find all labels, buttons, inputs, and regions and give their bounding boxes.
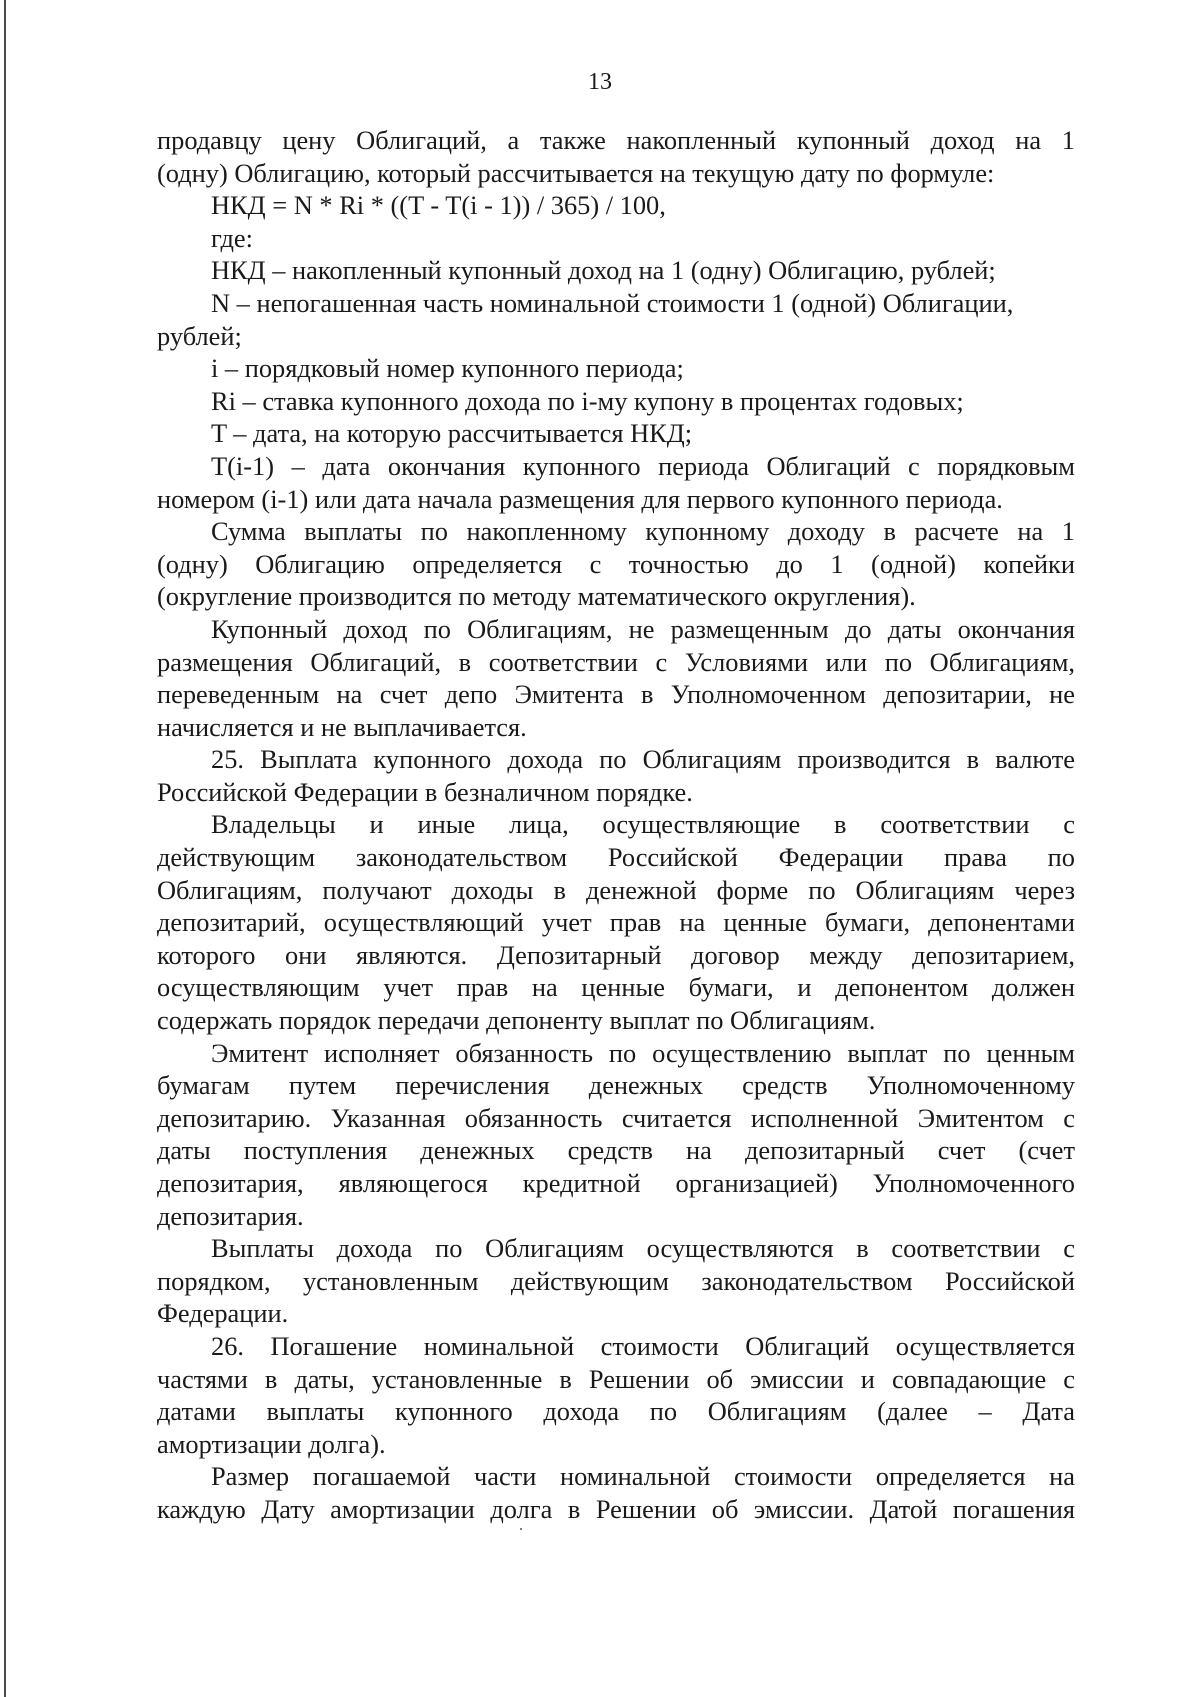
text-line: порядком, установленным действующим законодательством Российской xyxy=(157,1265,1075,1296)
paragraph-start: 26. Погашение номинальной стоимости Облигаций осуществляется xyxy=(211,1330,1075,1361)
text-line: размещения Облигаций, в соответствии с Условиями или по Облигациям, xyxy=(157,646,1075,677)
paragraph-start: Купонный доход по Облигациям, не размещенным до даты окончания xyxy=(211,613,1075,644)
text-line: каждую Дату амортизации долга в Решении об эмиссии. Датой погашения xyxy=(157,1493,1075,1524)
definition-line: T(i-1) – дата окончания купонного периода Облигаций с порядковым xyxy=(211,450,1075,481)
page-number: 13 xyxy=(588,69,612,95)
text-line: депозитарий, осуществляющий учет прав на ценные бумаги, депонентами xyxy=(157,907,1075,938)
definition-line: T – дата, на которую рассчитывается НКД; xyxy=(211,418,693,449)
text-line: Российской Федерации в безналичном порядке. xyxy=(157,776,693,807)
text-line: осуществляющим учет прав на ценные бумаги, и депонентом должен xyxy=(157,972,1075,1003)
definition-line: i – порядковый номер купонного периода; xyxy=(211,353,684,384)
scan-speck xyxy=(520,1528,522,1530)
text-line: бумагам путем перечисления денежных средств Уполномоченному xyxy=(157,1070,1075,1101)
scan-edge-line xyxy=(4,0,6,1697)
text-line: датами выплаты купонного дохода по Облигациям (далее – Дата xyxy=(157,1396,1075,1427)
text-line: (одну) Облигацию определяется с точностью до 1 (одной) копейки xyxy=(157,548,1075,579)
definition-line: НКД – накопленный купонный доход на 1 (одну) Облигацию, рублей; xyxy=(211,255,996,286)
text-line: Облигациям, получают доходы в денежной форме по Облигациям через xyxy=(157,874,1075,905)
text-line: рублей; xyxy=(157,320,242,351)
text-line: (одну) Облигацию, который рассчитывается на текущую дату по формуле: xyxy=(157,157,995,188)
text-line: которого они являются. Депозитарный договор между депозитарием, xyxy=(157,939,1075,970)
paragraph-start: Эмитент исполняет обязанность по осуществлению выплат по ценным xyxy=(211,1037,1075,1068)
text-line: переведенным на счет депо Эмитента в Уполномоченном депозитарии, не xyxy=(157,679,1075,710)
text-line: даты поступления денежных средств на депозитарный счет (счет xyxy=(157,1135,1075,1166)
document-body xyxy=(157,124,1075,1526)
definition-line: Ri – ставка купонного дохода по i-му купону в процентах годовых; xyxy=(211,385,964,416)
text-line: номером (i-1) или дата начала размещения для первого купонного периода. xyxy=(157,483,1003,514)
text-line: депозитарию. Указанная обязанность считается исполненной Эмитентом с xyxy=(157,1102,1075,1133)
text-line: Федерации. xyxy=(157,1298,289,1329)
paragraph-start: 25. Выплата купонного дохода по Облигациям производится в валюте xyxy=(211,744,1075,775)
paragraph-start: Владельцы и иные лица, осуществляющие в соответствии с xyxy=(211,809,1075,840)
formula-line: НКД = N * Ri * ((T - T(i - 1)) / 365) / 100, xyxy=(211,190,666,221)
text-line: содержать порядок передачи депоненту выплат по Облигациям. xyxy=(157,1005,876,1036)
paragraph-start: Размер погашаемой части номинальной стоимости определяется на xyxy=(211,1461,1075,1492)
text-line: амортизации долга). xyxy=(157,1428,386,1459)
text-line: продавцу цену Облигаций, а также накопленный купонный доход на 1 xyxy=(157,125,1075,155)
text-line: действующим законодательством Российской Федерации права по xyxy=(157,842,1075,873)
definition-line: N – непогашенная часть номинальной стоимости 1 (одной) Облигации, xyxy=(211,287,1014,318)
text-line: частями в даты, установленные в Решении об эмиссии и совпадающие с xyxy=(157,1363,1075,1394)
paragraph-start: Выплаты дохода по Облигациям осуществляются в соответствии с xyxy=(211,1233,1075,1264)
text-line: (округление производится по методу математического округления). xyxy=(157,581,916,612)
text-line: где: xyxy=(211,222,253,253)
text-line: начисляется и не выплачивается. xyxy=(157,711,527,742)
text-line: депозитария. xyxy=(157,1200,304,1231)
paragraph-start: Сумма выплаты по накопленному купонному доходу в расчете на 1 xyxy=(211,516,1075,547)
text-line: депозитария, являющегося кредитной организацией) Уполномоченного xyxy=(157,1168,1075,1198)
